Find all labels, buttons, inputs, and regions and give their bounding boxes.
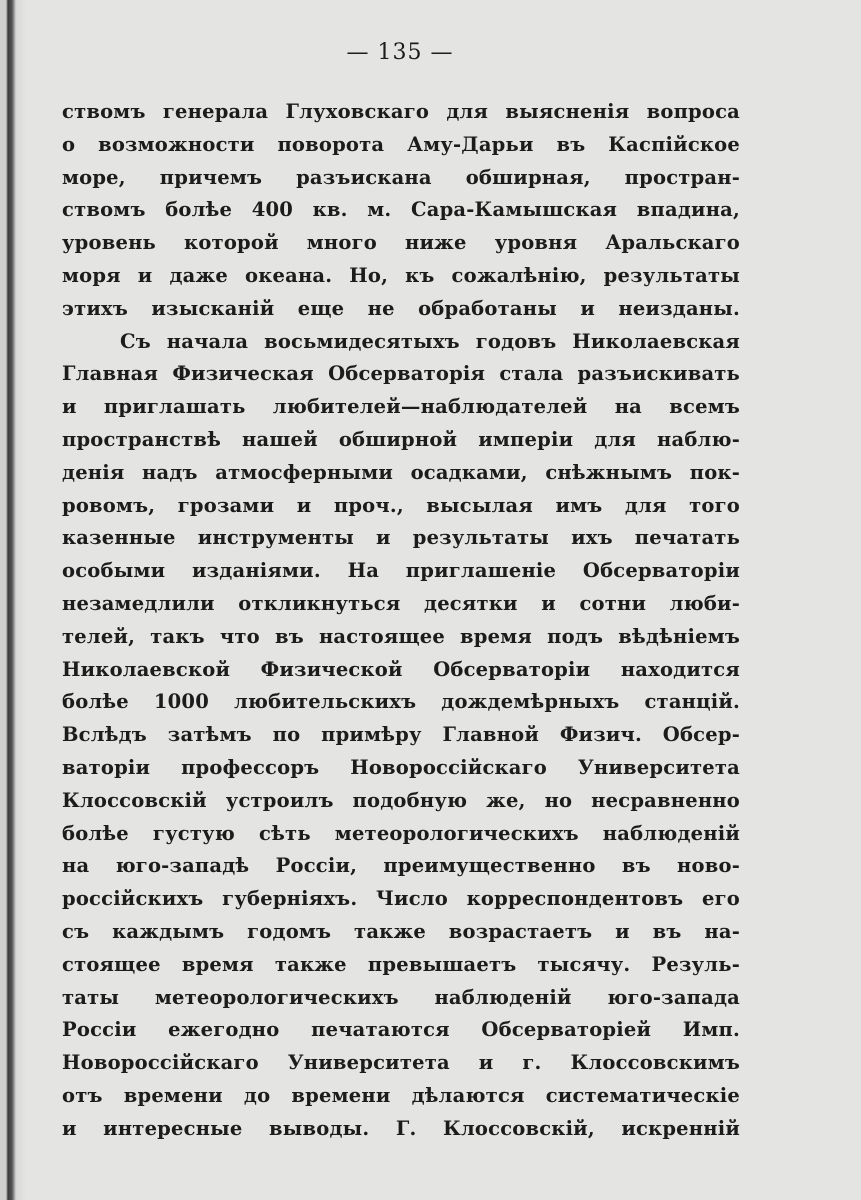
text-line: съ каждымъ годомъ также возрастаетъ и въ на-: [62, 919, 740, 943]
text-line: море, причемъ разъискана обширная, простран-: [62, 165, 740, 189]
text-line: моря и даже океана. Но, къ сожалѣнію, результаты: [62, 263, 740, 287]
text-line: Главная Физическая Обсерваторія стала разъискивать: [62, 362, 740, 386]
text-line: Россіи ежегодно печатаются Обсерваторіей Имп.: [62, 1018, 740, 1042]
text-line: болѣе 1000 любительскихъ дождемѣрныхъ станцій.: [62, 690, 740, 714]
text-line: болѣе густую сѣть метеорологическихъ наблюденій: [62, 821, 740, 845]
text-line: уровень которой много ниже уровня Аральскаго: [62, 231, 740, 255]
text-line: Клоссовскій устроилъ подобную же, но несравненно: [62, 788, 740, 812]
page-number: — 135 —: [346, 40, 454, 65]
text-line: стоящее время также превышаетъ тысячу. Резуль-: [62, 952, 740, 976]
text-line: и приглашать любителей—наблюдателей на всемъ: [62, 395, 740, 419]
text-line: незамедлили откликнуться десятки и сотни люби-: [62, 591, 740, 615]
text-line: и интересные выводы. Г. Клоссовскій, искренній: [62, 1116, 740, 1140]
text-line: россійскихъ губерніяхъ. Число корреспондентовъ его: [62, 887, 740, 911]
text-line: телей, такъ что въ настоящее время подъ вѣдѣніемъ: [62, 624, 740, 648]
page-binding-edge: [0, 0, 26, 1200]
text-line: ваторіи профессоръ Новороссійскаго Университета: [62, 755, 740, 779]
text-line: Новороссійскаго Университета и г. Клоссовскимъ: [62, 1051, 740, 1075]
text-line: этихъ изысканій еще не обработаны и неизданы.: [62, 296, 740, 320]
text-line: ствомъ генерала Глуховскаго для выясненія вопроса: [62, 100, 740, 123]
text-line: казенные инструменты и результаты ихъ печатать: [62, 526, 740, 550]
text-line: Съ начала восьмидесятыхъ годовъ Николаевская: [120, 329, 740, 353]
page-body-text: [62, 96, 740, 1146]
text-line: Николаевской Физической Обсерваторіи находится: [62, 657, 740, 681]
text-line: на юго-западѣ Россіи, преимущественно въ ново-: [62, 854, 740, 878]
text-line: пространствѣ нашей обширной имперіи для наблю-: [62, 427, 740, 451]
text-line: о возможности поворота Аму-Дарьи въ Каспійское: [62, 132, 740, 156]
text-line: ровомъ, грозами и проч., высылая имъ для того: [62, 493, 740, 517]
text-line: ствомъ болѣе 400 кв. м. Сара-Камышская впадина,: [62, 198, 740, 222]
text-line: таты метеорологическихъ наблюденій юго-запада: [62, 985, 740, 1009]
text-line: отъ времени до времени дѣлаются систематическіе: [62, 1083, 740, 1107]
text-line: денія надъ атмосферными осадками, снѣжнымъ пок-: [62, 460, 740, 484]
text-line: особыми изданіями. На приглашеніе Обсерваторіи: [62, 559, 740, 583]
text-line: Вслѣдъ затѣмъ по примѣру Главной Физич. Обсер-: [62, 723, 740, 747]
